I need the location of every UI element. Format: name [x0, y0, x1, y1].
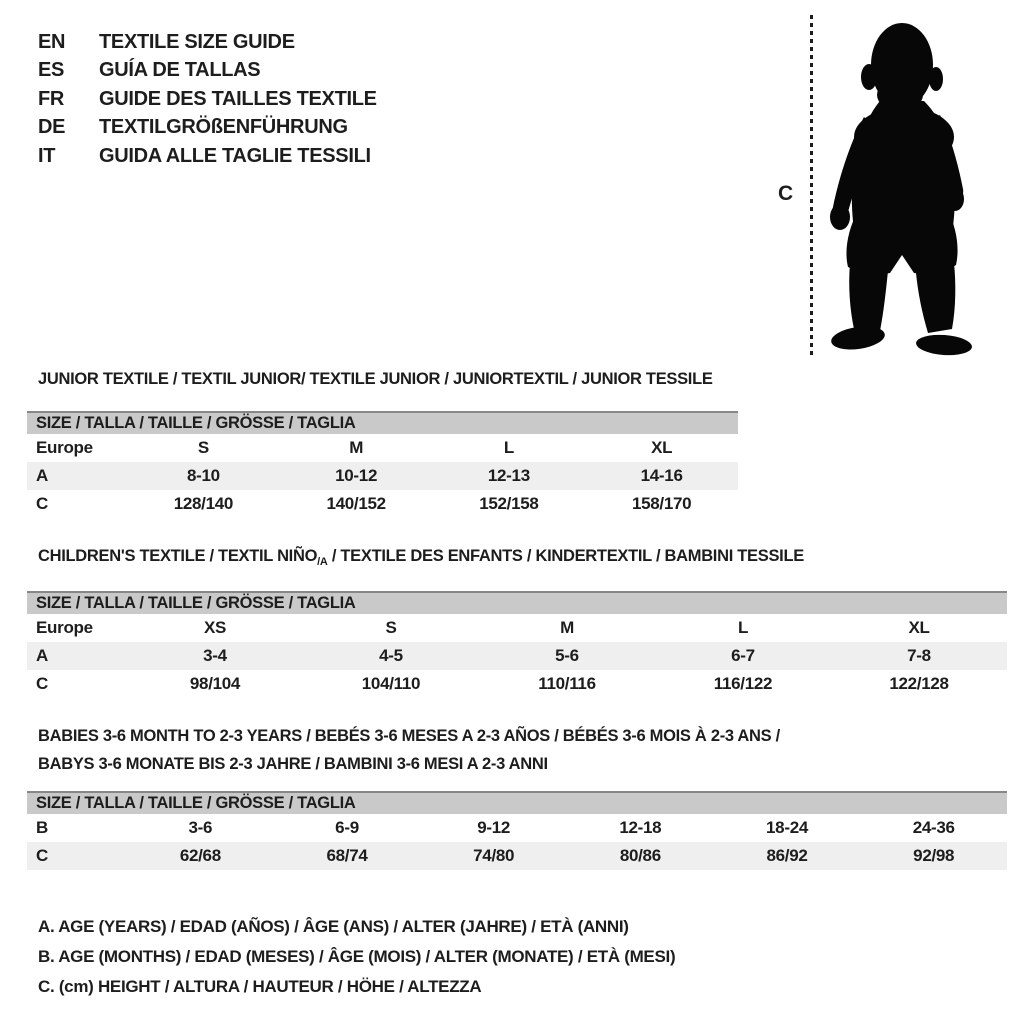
language-code: IT [38, 144, 56, 167]
table-size-header: SIZE / TALLA / TAILLE / GRÖSSE / TAGLIA [27, 591, 1007, 614]
cell-value: 6-9 [335, 818, 359, 837]
language-code: EN [38, 30, 66, 53]
table-row [27, 490, 738, 518]
language-title-list [38, 28, 377, 171]
row-label: A [36, 646, 48, 665]
language-title: GUIDA ALLE TAGLIE TESSILI [99, 144, 371, 167]
cell-value: 140/152 [326, 494, 386, 513]
table-row [27, 614, 1007, 642]
cell-value: M [349, 438, 364, 457]
cell-value: 158/170 [631, 494, 692, 513]
language-code: FR [38, 87, 65, 110]
note-line-a: A. AGE (YEARS) / EDAD (AÑOS) / ÂGE (ANS) / ALTER (JAHRE) / ETÀ (ANNI) [38, 917, 629, 936]
table-row [27, 670, 1007, 698]
row-label: C [36, 846, 48, 865]
cell-value: 10-12 [335, 466, 378, 485]
cell-value: 104/110 [361, 674, 421, 693]
language-title: TEXTILE SIZE GUIDE [99, 30, 295, 53]
cell-value: L [737, 618, 749, 637]
row-label: Europe [36, 618, 93, 637]
note-line-c: C. (cm) HEIGHT / ALTURA / HAUTEUR / HÖHE / ALTEZZA [38, 977, 482, 996]
language-row [38, 142, 377, 171]
cell-value: S [197, 438, 209, 457]
cell-value: 9-12 [477, 818, 511, 837]
cell-value: 18-24 [766, 818, 809, 837]
cell-value: 74/80 [473, 846, 515, 865]
row-label: C [36, 494, 48, 513]
baby-silhouette-icon [820, 14, 980, 356]
cell-value: 62/68 [179, 846, 221, 865]
cell-value: 6-7 [731, 646, 755, 665]
table-row [27, 434, 738, 462]
cell-value: 152/158 [479, 494, 539, 513]
row-label: A [36, 466, 48, 485]
section-heading-children [38, 547, 804, 568]
cell-value: 24-36 [912, 818, 955, 837]
cell-value: 122/128 [889, 674, 949, 693]
language-title: GUÍA DE TALLAS [99, 59, 261, 82]
table-row [27, 642, 1007, 670]
cell-value: 3-4 [203, 646, 227, 665]
cell-value: M [560, 618, 574, 637]
cell-value: S [385, 618, 397, 637]
cell-value: 80/86 [619, 846, 661, 865]
table-row [27, 462, 738, 490]
cell-value: 92/98 [913, 846, 955, 865]
language-row [38, 57, 377, 86]
cell-value: 98/104 [189, 674, 241, 693]
section-heading-junior: JUNIOR TEXTILE / TEXTIL JUNIOR/ TEXTILE JUNIOR / JUNIORTEXTIL / JUNIOR TESSILE [38, 370, 713, 388]
heading-line-1: BABIES 3-6 MONTH TO 2-3 YEARS / BEBÉS 3-6 MESES A 2-3 AÑOS / BÉBÉS 3-6 MOIS À 2-3 ANS / [38, 727, 780, 745]
cell-value: 128/140 [173, 494, 234, 513]
table-size-header: SIZE / TALLA / TAILLE / GRÖSSE / TAGLIA [27, 791, 1007, 814]
note-line-b: B. AGE (MONTHS) / EDAD (MESES) / ÂGE (MOIS) / ALTER (MONATE) / ETÀ (MESI) [38, 947, 676, 966]
cell-value: 3-6 [188, 818, 213, 837]
cell-value: XL [908, 618, 930, 637]
heading-subscript: /A [317, 556, 328, 568]
cell-value: 12-18 [619, 818, 662, 837]
height-measure-label: C [778, 182, 793, 205]
language-code: ES [38, 59, 65, 82]
cell-value: L [503, 438, 514, 457]
language-title: TEXTILGRÖßENFÜHRUNG [99, 116, 348, 139]
legend-notes [38, 912, 675, 1002]
children-size-table [27, 591, 1007, 698]
heading-line-2: BABYS 3-6 MONATE BIS 2-3 JAHRE / BAMBINI 3-6 MESI A 2-3 ANNI [38, 755, 548, 773]
language-title: GUIDE DES TAILLES TEXTILE [99, 87, 377, 110]
row-label: C [36, 674, 48, 693]
language-row [38, 85, 377, 114]
cell-value: 7-8 [907, 646, 931, 665]
cell-value: 8-10 [186, 466, 220, 485]
cell-value: 68/74 [326, 846, 368, 865]
table-row [27, 814, 1007, 842]
cell-value: 116/122 [713, 674, 773, 693]
cell-value: 14-16 [640, 466, 683, 485]
cell-value: 12-13 [487, 466, 530, 485]
language-row [38, 28, 377, 57]
cell-value: XS [203, 618, 227, 637]
cell-value: 5-6 [555, 646, 579, 665]
babies-size-table [27, 791, 1007, 870]
cell-value: 86/92 [766, 846, 808, 865]
language-code: DE [38, 116, 66, 139]
cell-value: XL [651, 438, 673, 457]
section-heading-babies [38, 722, 780, 778]
table-row [27, 842, 1007, 870]
heading-text: CHILDREN'S TEXTILE / TEXTIL NIÑO [38, 547, 318, 565]
junior-size-table [27, 411, 738, 518]
cell-value: 110/116 [538, 674, 596, 693]
height-measure-dotted-line [810, 15, 813, 355]
cell-value: 4-5 [379, 646, 403, 665]
table-size-header: SIZE / TALLA / TAILLE / GRÖSSE / TAGLIA [27, 411, 738, 434]
language-row [38, 114, 377, 143]
row-label: B [36, 818, 48, 837]
heading-text: / TEXTILE DES ENFANTS / KINDERTEXTIL / BAMBINI TESSILE [327, 547, 804, 565]
row-label: Europe [36, 438, 93, 457]
